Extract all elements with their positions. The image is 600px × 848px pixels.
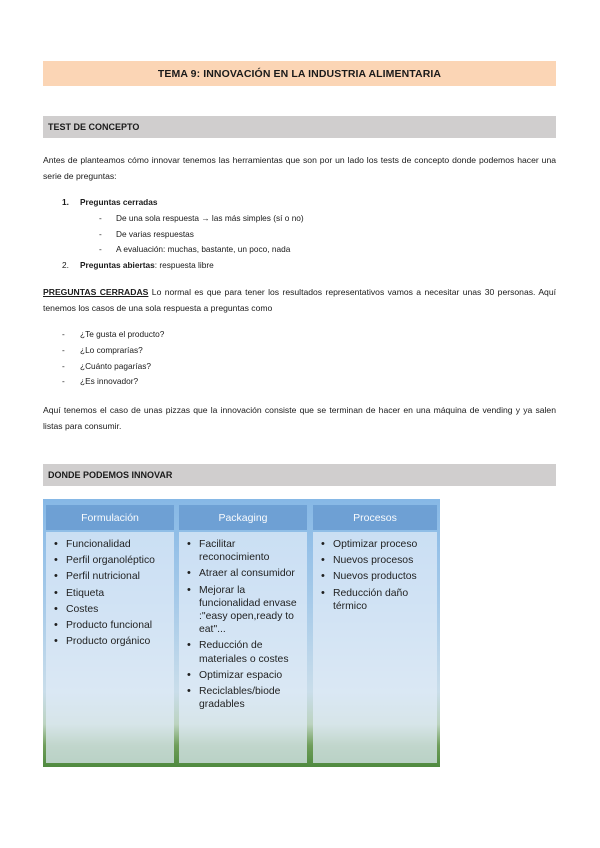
example-questions-list [43,327,556,390]
intro-paragraph: Antes de planteamos cómo innovar tenemos las herramientas que son por un lado los tests de concepto donde podemos hacer una serie de preguntas: [43,155,556,181]
pizza-paragraph: Aquí tenemos el caso de unas pizzas que la innovación consiste que se terminan de hacer en una máquina de vending y ya salen listas para consumir. [43,405,556,431]
column-title: Formulación [46,505,174,530]
column-item: • Perfil nutricional [52,570,168,583]
column-title: Procesos [313,505,437,530]
column-body [46,532,174,763]
subitem-text: De varias respuestas [116,228,194,239]
column-title: Packaging [179,505,307,530]
column-item: • Reducción daño térmico [319,587,431,613]
closed-questions-text: Lo normal es que para tener los resultados representativos vamos a necesitar unas 30 personas. Aquí tenemos los casos de una sola respuesta a preguntas como [43,287,556,313]
list-item: - ¿Es innovador? [62,376,139,387]
column-item: • Nuevos procesos [319,554,431,567]
column-item: • Producto funcional [52,619,168,632]
column-item: • Atraer al consumidor [185,567,301,580]
page-title: TEMA 9: INNOVACIÓN EN LA INDUSTRIA ALIMENTARIA [43,61,556,86]
question-text: ¿Lo comprarías? [80,344,143,355]
list-item: - ¿Lo comprarías? [62,344,143,355]
question-text: ¿Es innovador? [80,376,139,387]
column-item: • Nuevos productos [319,570,431,583]
column-body [313,532,437,763]
list-item [43,258,556,274]
section-heading-donde-innovar: DONDE PODEMOS INNOVAR [43,464,556,486]
column-item: • Mejorar la funcionalidad envase :"easy open,ready to eat"... [185,584,301,637]
column-item: • Perfil organoléptico [52,554,168,567]
column-item: • Costes [52,603,168,616]
list-number: 1. [62,197,69,207]
question-text: ¿Te gusta el producto? [80,329,165,339]
column-item: • Optimizar proceso [319,538,431,551]
column-item: • Reducción de materiales o costes [185,639,301,665]
closed-questions-paragraph [43,284,556,316]
innovation-diagram [43,499,440,767]
list-subitem: - A evaluación: muchas, bastante, un poco, nada [99,244,291,255]
column-item: • Reciclables/biode gradables [185,685,301,711]
list-subitem: - De una sola respuesta → las más simples (sí o no) [99,212,304,223]
diagram-column-packaging [179,505,307,763]
diagram-column-formulacion [46,505,174,763]
diagram-column-procesos [313,505,437,763]
list-subitem: - De varias respuestas [99,228,194,239]
column-item: • Producto orgánico [52,635,168,648]
list-item: - ¿Cuánto pagarías? [62,360,152,371]
section-heading-test-de-concepto: TEST DE CONCEPTO [43,116,556,138]
column-item: • Facilitar reconocimiento [185,538,301,564]
list-item-label: Preguntas abiertas [80,260,155,271]
list-item [43,195,556,211]
list-item: - ¿Te gusta el producto? [62,329,165,339]
column-item: • Funcionalidad [52,538,168,551]
column-item: • Optimizar espacio [185,669,301,682]
list-item-rest: : respuesta libre [154,260,214,271]
subitem-text: De una sola respuesta → las más simples (sí o no) [116,212,304,223]
question-text: ¿Cuánto pagarías? [80,360,152,371]
column-item: • Etiqueta [52,587,168,600]
subitem-text: A evaluación: muchas, bastante, un poco, nada [116,244,291,255]
question-types-list [43,195,556,274]
list-item-label: Preguntas cerradas [80,197,158,207]
closed-questions-heading: PREGUNTAS CERRADAS [43,287,149,297]
column-body [179,532,307,763]
list-number: 2. [62,260,69,271]
